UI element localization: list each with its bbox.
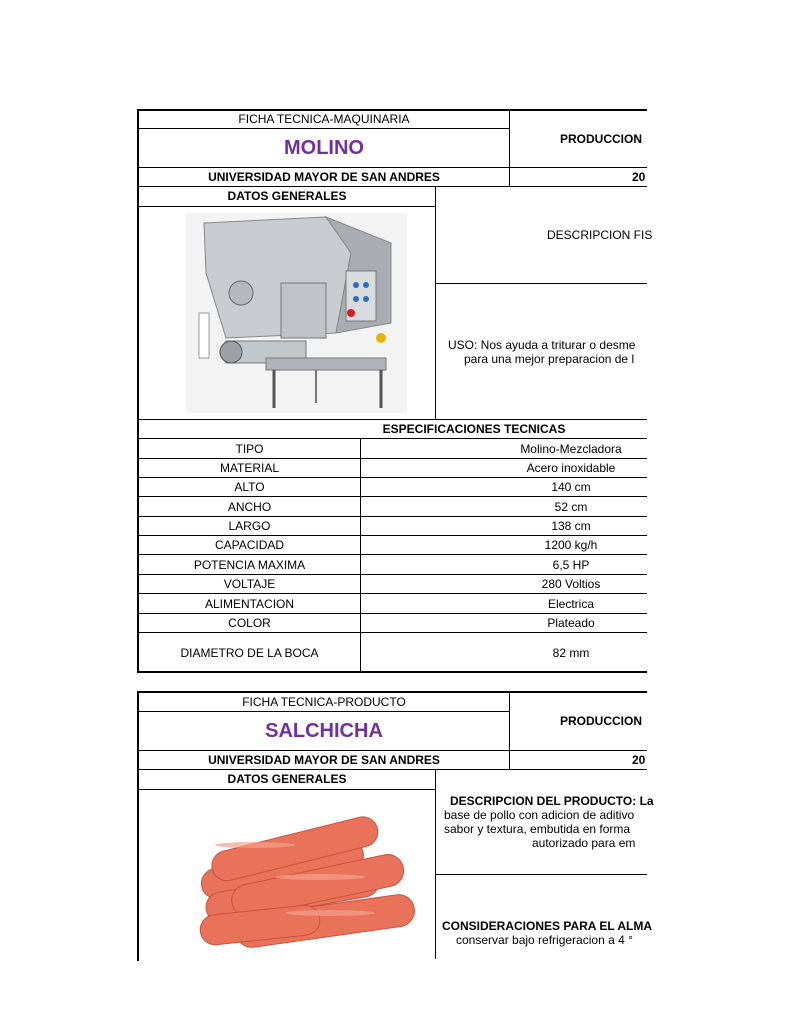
university-name: UNIVERSIDAD MAYOR DE SAN ANDRES — [208, 753, 440, 767]
spec-label: ALTO — [234, 480, 265, 494]
descripcion-fisica: DESCRIPCION FIS — [547, 228, 653, 242]
spec-label: MATERIAL — [219, 461, 280, 475]
uso-text — [436, 284, 736, 419]
production-header: PRODUCCION — [560, 131, 643, 146]
spec-label: ALIMENTACION — [204, 596, 295, 611]
spec-value: 52 cm — [554, 499, 588, 514]
spec-value: Electrica — [547, 596, 594, 611]
spec-label: COLOR — [228, 616, 271, 630]
ficha-label: FICHA TECNICA-MAQUINARIA — [238, 112, 410, 126]
spec-label: TIPO — [235, 441, 264, 456]
product-title: SALCHICHA — [265, 720, 383, 742]
row-line — [137, 206, 435, 207]
spec-value: 280 Voltios — [541, 577, 601, 591]
production-code: 20 — [632, 170, 646, 184]
specs-title: ESPECIFICACIONES TECNICAS — [382, 422, 566, 436]
row-line — [137, 789, 435, 790]
spec-label: LARGO — [228, 519, 271, 533]
uso-line-1: USO: Nos ayuda a triturar o desme — [448, 337, 636, 352]
spec-value: 6,5 HP — [552, 557, 590, 572]
spec-label: POTENCIA MAXIMA — [193, 557, 306, 572]
molino-image — [186, 213, 407, 413]
desc-line-1: DESCRIPCION DEL PRODUCTO: La — [450, 794, 654, 808]
cons-line-2: conservar bajo refrigeracion a 4 ° — [456, 933, 633, 947]
spec-value: 138 cm — [551, 519, 591, 533]
spec-value: 82 mm — [552, 645, 590, 660]
production-code: 20 — [632, 753, 646, 767]
desc-line-2: base de pollo con adicion de aditivo — [444, 808, 635, 822]
spec-value: Plateado — [547, 616, 595, 630]
storage-considerations — [436, 875, 736, 955]
cons-line-1: CONSIDERACIONES PARA EL ALMA — [442, 919, 653, 933]
datos-generales-label: DATOS GENERALES — [227, 772, 347, 786]
machine-title: MOLINO — [284, 137, 364, 159]
spec-value: 1200 kg/h — [544, 538, 598, 552]
university-name: UNIVERSIDAD MAYOR DE SAN ANDRES — [208, 170, 440, 184]
spec-value: 140 cm — [551, 480, 591, 494]
desc-line-3: sabor y textura, embutida en forma — [444, 822, 631, 836]
desc-line-4: autorizado para em — [532, 836, 636, 850]
spec-label: CAPACIDAD — [214, 538, 285, 552]
spec-label: VOLTAJE — [223, 577, 276, 591]
salchicha-image — [180, 815, 420, 955]
spec-label: DIAMETRO DE LA BOCA — [180, 645, 319, 660]
production-header: PRODUCCION — [560, 714, 643, 728]
datos-generales-label: DATOS GENERALES — [227, 189, 347, 203]
spec-value: Acero inoxidable — [526, 461, 616, 475]
uso-line-2: para una mejor preparacion de l — [464, 351, 635, 366]
ficha-label: FICHA TECNICA-PRODUCTO — [242, 694, 406, 709]
spec-value: Molino-Mezcladora — [520, 441, 622, 456]
spec-label: ANCHO — [227, 499, 272, 514]
product-description — [436, 790, 736, 874]
